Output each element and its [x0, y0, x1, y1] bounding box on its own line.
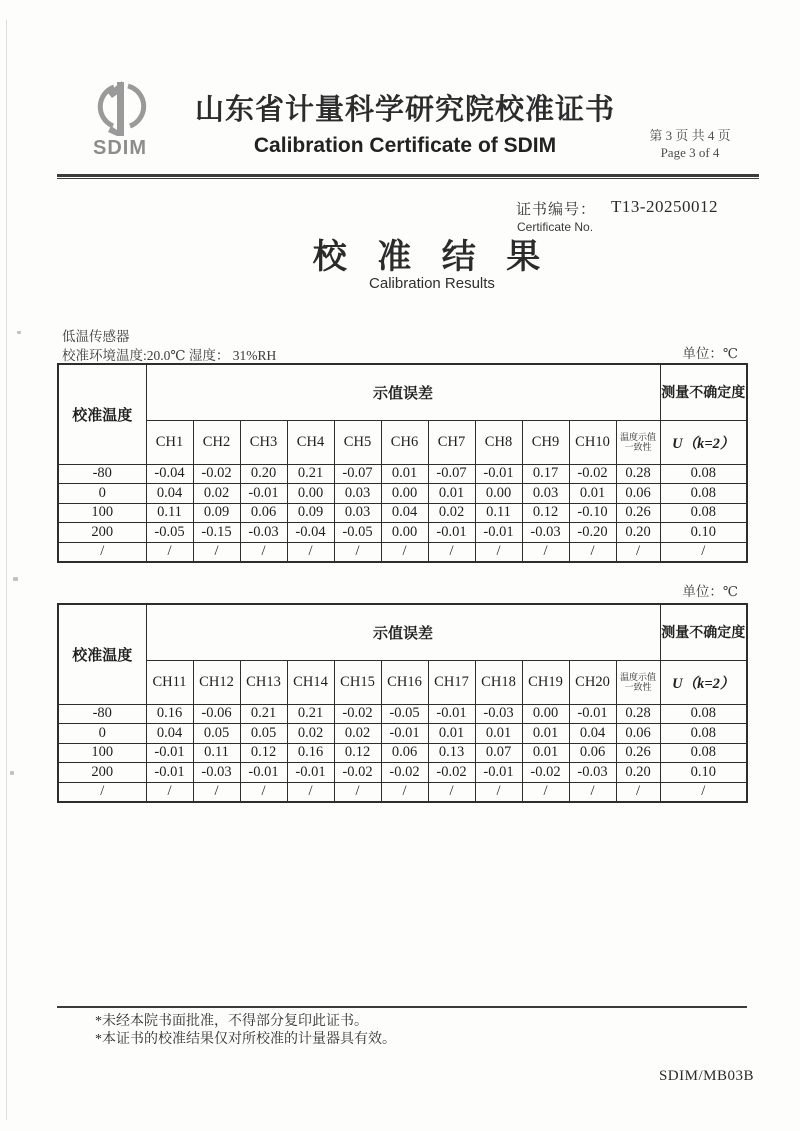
scan-speck: [17, 331, 21, 334]
error-value-cell: 0.02: [428, 503, 475, 523]
error-value-cell: -0.02: [193, 464, 240, 484]
uncertainty-column-header: U（k=2）: [660, 420, 747, 464]
error-value-cell: -0.03: [522, 523, 569, 543]
error-value-cell: -0.01: [475, 763, 522, 783]
footnotes: [95, 1013, 396, 1048]
data-row: [58, 542, 747, 562]
certificate-no-label-en: Certificate No.: [517, 220, 594, 234]
error-value-cell: -0.01: [146, 763, 193, 783]
channel-column-header: CH20: [569, 660, 616, 704]
error-value-cell: 0.17: [522, 464, 569, 484]
error-value-cell: -0.02: [569, 464, 616, 484]
temperature-cell: 100: [58, 743, 146, 763]
data-row: [58, 464, 747, 484]
error-value-cell: -0.07: [428, 464, 475, 484]
error-value-cell: /: [334, 782, 381, 802]
uncertainty-cell: 0.08: [660, 503, 747, 523]
error-value-cell: -0.01: [240, 763, 287, 783]
certificate-no-value: T13-20250012: [611, 197, 719, 216]
uncertainty-cell: 0.08: [660, 484, 747, 504]
device-type-label: 低温传感器: [62, 329, 130, 344]
header-divider: [57, 174, 759, 179]
channel-header-row: [58, 660, 747, 704]
error-value-cell: /: [146, 782, 193, 802]
error-value-cell: /: [287, 542, 334, 562]
footer-divider: [57, 1006, 747, 1008]
page-title-chinese: 山东省计量科学研究院校准证书: [194, 94, 615, 126]
error-value-cell: 0.02: [287, 724, 334, 744]
channel-column-header: CH9: [522, 420, 569, 464]
error-value-cell: -0.03: [569, 763, 616, 783]
error-value-cell: 0.07: [475, 743, 522, 763]
error-value-cell: /: [475, 542, 522, 562]
error-value-cell: -0.01: [475, 523, 522, 543]
table-header-row: [58, 364, 747, 420]
channel-column-header: CH7: [428, 420, 475, 464]
temperature-cell: 200: [58, 763, 146, 783]
error-value-cell: -0.05: [381, 704, 428, 724]
error-value-cell: -0.01: [287, 763, 334, 783]
temperature-cell: 200: [58, 523, 146, 543]
error-value-cell: 0.06: [381, 743, 428, 763]
error-value-cell: /: [240, 542, 287, 562]
error-value-cell: 0.11: [146, 503, 193, 523]
temperature-cell: /: [58, 782, 146, 802]
channel-column-header: CH12: [193, 660, 240, 704]
temperature-cell: -80: [58, 704, 146, 724]
channel-column-header: CH5: [334, 420, 381, 464]
error-value-cell: 0.12: [240, 743, 287, 763]
channel-column-header: CH2: [193, 420, 240, 464]
uncertainty-column-header: U（k=2）: [660, 660, 747, 704]
uncertainty-cell: 0.10: [660, 523, 747, 543]
error-value-cell: 0.04: [381, 503, 428, 523]
error-value-cell: /: [287, 782, 334, 802]
channel-column-header: CH16: [381, 660, 428, 704]
footnote-validity: *本证书的校准结果仅对所校准的计量器具有效。: [95, 1031, 396, 1047]
data-row: [58, 743, 747, 763]
channel-column-header: CH8: [475, 420, 522, 464]
error-value-cell: -0.01: [428, 523, 475, 543]
error-value-cell: 0.06: [569, 743, 616, 763]
error-value-cell: -0.05: [334, 523, 381, 543]
error-value-cell: -0.01: [240, 484, 287, 504]
table-header-row: [58, 604, 747, 660]
footnote-copy-restriction: *未经本院书面批准，不得部分复印此证书。: [95, 1014, 368, 1029]
error-value-cell: 0.04: [146, 484, 193, 504]
temperature-column-header: 校准温度: [58, 604, 146, 704]
channel-column-header: CH11: [146, 660, 193, 704]
error-value-cell: /: [334, 542, 381, 562]
error-value-cell: -0.02: [522, 763, 569, 783]
error-value-cell: 0.21: [240, 704, 287, 724]
error-value-cell: -0.01: [146, 743, 193, 763]
error-value-cell: 0.04: [146, 724, 193, 744]
error-value-cell: 0.03: [522, 484, 569, 504]
page-title-english: Calibration Certificate of SDIM: [253, 134, 557, 157]
consistency-value-cell: /: [616, 542, 660, 562]
consistency-value-cell: 0.28: [616, 464, 660, 484]
error-value-cell: /: [522, 542, 569, 562]
consistency-value-cell: 0.20: [616, 763, 660, 783]
table-body: [58, 704, 747, 802]
error-value-cell: -0.02: [334, 763, 381, 783]
error-value-cell: /: [428, 782, 475, 802]
section-title-english: Calibration Results: [369, 275, 495, 292]
error-value-cell: 0.01: [475, 724, 522, 744]
error-value-cell: 0.16: [287, 743, 334, 763]
scan-edge-line: [6, 20, 7, 1120]
error-value-cell: /: [569, 782, 616, 802]
channel-column-header: CH17: [428, 660, 475, 704]
temperature-cell: /: [58, 542, 146, 562]
error-value-cell: 0.04: [569, 724, 616, 744]
error-value-cell: /: [428, 542, 475, 562]
error-value-cell: 0.01: [428, 724, 475, 744]
error-value-cell: /: [381, 542, 428, 562]
error-value-cell: /: [522, 782, 569, 802]
error-value-cell: -0.04: [146, 464, 193, 484]
consistency-value-cell: 0.26: [616, 743, 660, 763]
error-value-cell: /: [569, 542, 616, 562]
indication-error-group-header: 示值误差: [146, 364, 660, 420]
error-value-cell: /: [475, 782, 522, 802]
error-value-cell: /: [381, 782, 428, 802]
uncertainty-cell: 0.10: [660, 763, 747, 783]
error-value-cell: 0.01: [522, 724, 569, 744]
uncertainty-cell: /: [660, 782, 747, 802]
error-value-cell: -0.04: [287, 523, 334, 543]
calibration-table-ch11-20: [57, 603, 748, 803]
error-value-cell: 0.00: [522, 704, 569, 724]
table-body: [58, 464, 747, 562]
results-table: [57, 603, 748, 803]
temperature-column-header: 校准温度: [58, 364, 146, 464]
section-title-chinese: 校 准 结 果: [312, 239, 552, 276]
error-value-cell: 0.16: [146, 704, 193, 724]
consistency-value-cell: 0.28: [616, 704, 660, 724]
temperature-cell: 100: [58, 503, 146, 523]
error-value-cell: /: [193, 542, 240, 562]
error-value-cell: /: [193, 782, 240, 802]
error-value-cell: 0.06: [240, 503, 287, 523]
error-value-cell: 0.03: [334, 503, 381, 523]
error-value-cell: 0.02: [334, 724, 381, 744]
error-value-cell: -0.05: [146, 523, 193, 543]
consistency-value-cell: 0.06: [616, 484, 660, 504]
channel-column-header: CH18: [475, 660, 522, 704]
temperature-cell: 0: [58, 724, 146, 744]
data-row: [58, 782, 747, 802]
error-value-cell: -0.01: [428, 704, 475, 724]
error-value-cell: 0.12: [522, 503, 569, 523]
consistency-value-cell: 0.06: [616, 724, 660, 744]
error-value-cell: -0.10: [569, 503, 616, 523]
data-row: [58, 523, 747, 543]
error-value-cell: 0.00: [381, 484, 428, 504]
uncertainty-cell: 0.08: [660, 724, 747, 744]
error-value-cell: 0.01: [381, 464, 428, 484]
error-value-cell: -0.02: [381, 763, 428, 783]
error-value-cell: 0.03: [334, 484, 381, 504]
channel-column-header: CH3: [240, 420, 287, 464]
error-value-cell: -0.06: [193, 704, 240, 724]
error-value-cell: 0.01: [522, 743, 569, 763]
error-value-cell: -0.01: [569, 704, 616, 724]
consistency-value-cell: /: [616, 782, 660, 802]
environment-conditions-label: 校准环境温度:20.0℃ 湿度： 31%RH: [62, 348, 277, 363]
error-value-cell: 0.21: [287, 464, 334, 484]
channel-column-header: CH6: [381, 420, 428, 464]
error-value-cell: -0.03: [475, 704, 522, 724]
scan-speck: [10, 771, 14, 775]
page-number-english: Page 3 of 4: [660, 145, 720, 160]
uncertainty-cell: 0.08: [660, 743, 747, 763]
error-value-cell: 0.09: [287, 503, 334, 523]
consistency-value-cell: 0.20: [616, 523, 660, 543]
data-row: [58, 503, 747, 523]
error-value-cell: 0.02: [193, 484, 240, 504]
sdim-logo-text: SDIM: [93, 137, 147, 159]
channel-column-header: CH14: [287, 660, 334, 704]
channel-header-row: [58, 420, 747, 464]
error-value-cell: 0.09: [193, 503, 240, 523]
error-value-cell: 0.00: [381, 523, 428, 543]
error-value-cell: -0.03: [193, 763, 240, 783]
unit-label-table1: 单位：℃: [682, 346, 738, 361]
error-value-cell: -0.03: [240, 523, 287, 543]
channel-column-header: CH4: [287, 420, 334, 464]
calibration-table-ch1-10: [57, 363, 748, 563]
consistency-column-header: 温度示值一致性: [616, 420, 660, 464]
channel-column-header: CH19: [522, 660, 569, 704]
page-number-chinese: 第 3 页 共 4 页: [649, 128, 731, 143]
error-value-cell: 0.11: [193, 743, 240, 763]
page-number: [615, 127, 765, 161]
uncertainty-cell: 0.08: [660, 704, 747, 724]
error-value-cell: -0.01: [475, 464, 522, 484]
data-row: [58, 704, 747, 724]
channel-column-header: CH1: [146, 420, 193, 464]
error-value-cell: /: [240, 782, 287, 802]
error-value-cell: 0.13: [428, 743, 475, 763]
error-value-cell: -0.07: [334, 464, 381, 484]
error-value-cell: 0.00: [475, 484, 522, 504]
error-value-cell: 0.11: [475, 503, 522, 523]
results-table: [57, 363, 748, 563]
error-value-cell: 0.12: [334, 743, 381, 763]
error-value-cell: 0.05: [240, 724, 287, 744]
consistency-column-header: 温度示值一致性: [616, 660, 660, 704]
error-value-cell: 0.21: [287, 704, 334, 724]
channel-column-header: CH15: [334, 660, 381, 704]
error-value-cell: -0.20: [569, 523, 616, 543]
uncertainty-group-header: 测量不确定度: [660, 604, 747, 660]
error-value-cell: 0.20: [240, 464, 287, 484]
error-value-cell: 0.01: [569, 484, 616, 504]
data-row: [58, 484, 747, 504]
uncertainty-group-header: 测量不确定度: [660, 364, 747, 420]
data-row: [58, 763, 747, 783]
certificate-no-label-cn: 证书编号：: [516, 202, 597, 218]
error-value-cell: -0.01: [381, 724, 428, 744]
error-value-cell: 0.00: [287, 484, 334, 504]
error-value-cell: -0.15: [193, 523, 240, 543]
error-value-cell: -0.02: [334, 704, 381, 724]
temperature-cell: -80: [58, 464, 146, 484]
indication-error-group-header: 示值误差: [146, 604, 660, 660]
scan-speck: [13, 577, 18, 581]
uncertainty-cell: 0.08: [660, 464, 747, 484]
channel-column-header: CH13: [240, 660, 287, 704]
channel-column-header: CH10: [569, 420, 616, 464]
consistency-value-cell: 0.26: [616, 503, 660, 523]
uncertainty-cell: /: [660, 542, 747, 562]
error-value-cell: 0.01: [428, 484, 475, 504]
unit-label-table2: 单位：℃: [682, 584, 738, 599]
document-form-code: SDIM/MB03B: [658, 1068, 754, 1084]
error-value-cell: 0.05: [193, 724, 240, 744]
temperature-cell: 0: [58, 484, 146, 504]
error-value-cell: -0.02: [428, 763, 475, 783]
data-row: [58, 724, 747, 744]
error-value-cell: /: [146, 542, 193, 562]
sdim-logo-icon: [70, 74, 170, 140]
